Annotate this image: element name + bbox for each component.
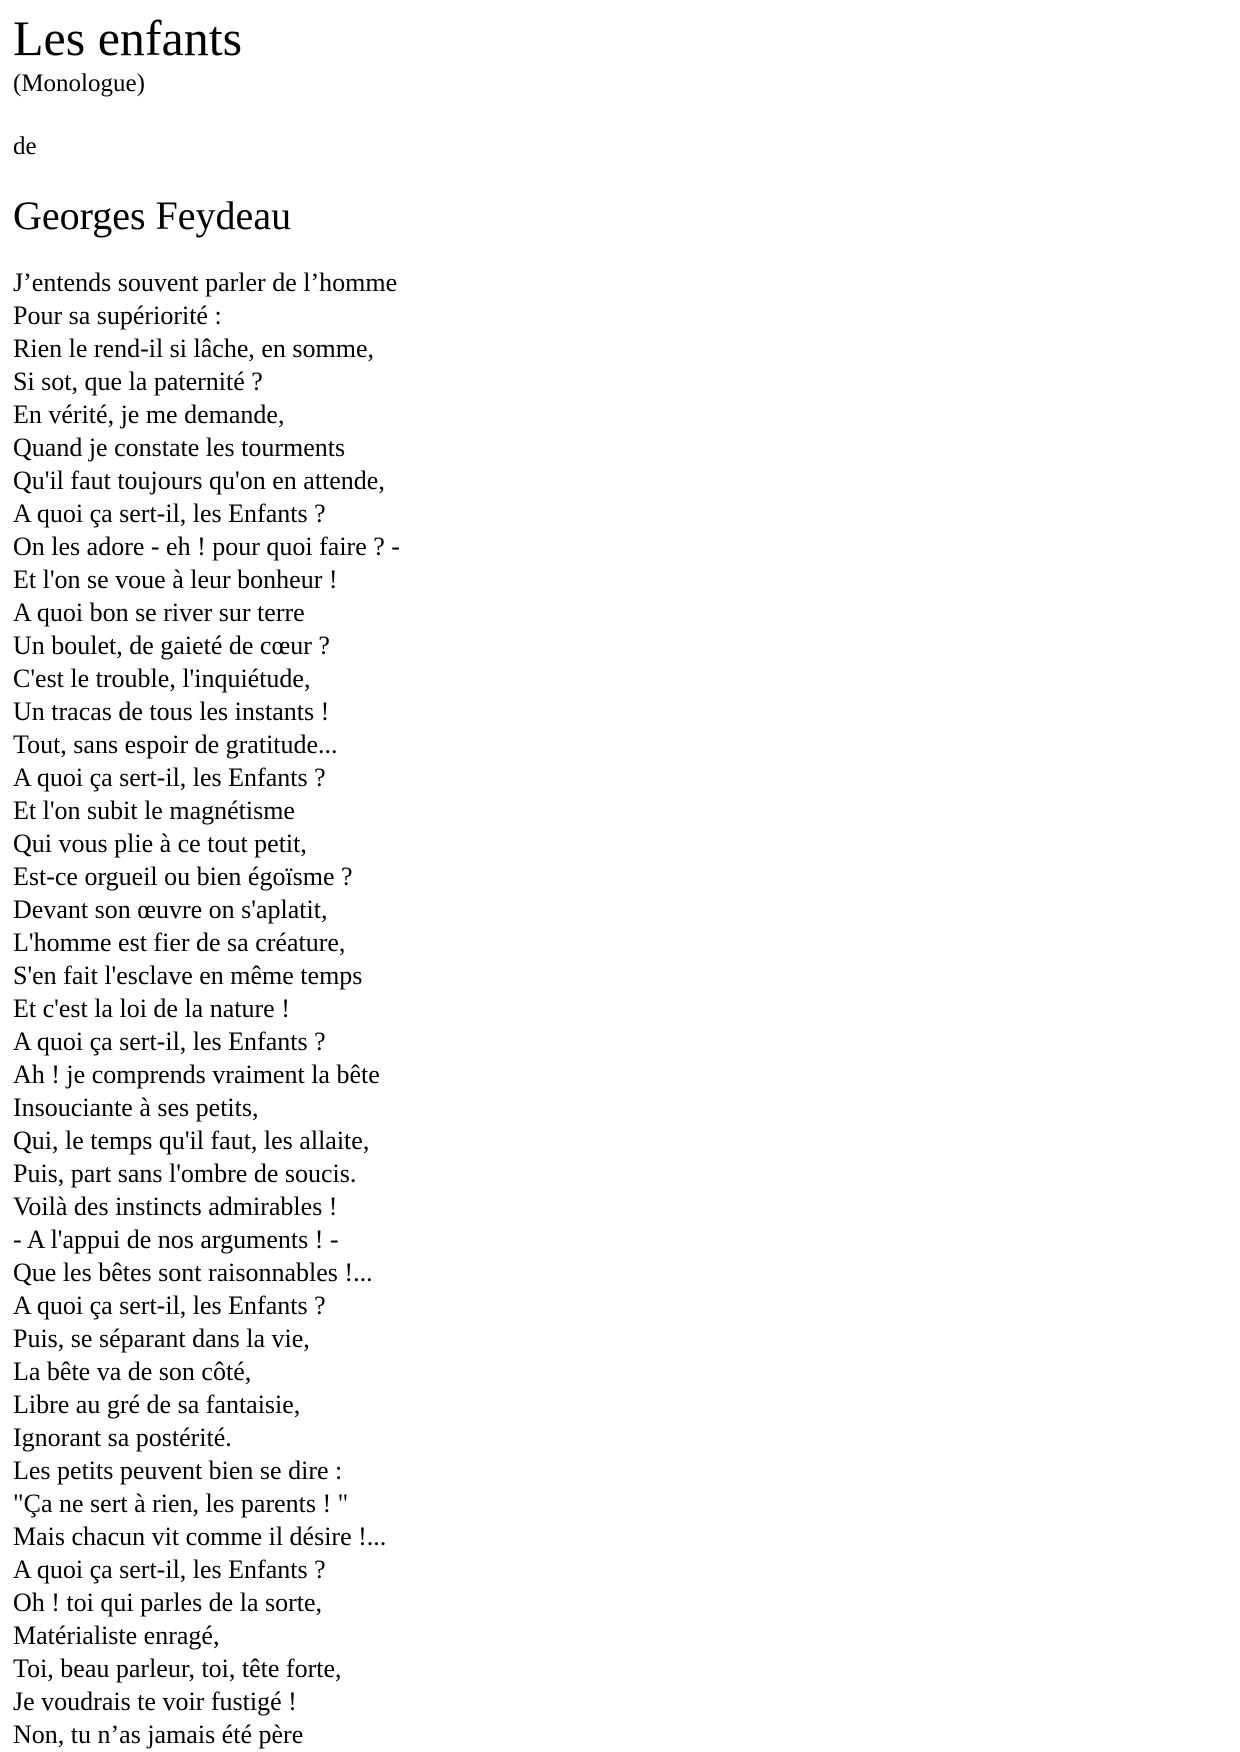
verse-line: Qui, le temps qu'il faut, les allaite, [13, 1126, 370, 1155]
verse-line: A quoi ça sert-il, les Enfants ? [13, 1555, 326, 1584]
verse-line: Voilà des instincts admirables ! [13, 1192, 338, 1221]
verse-line: Rien le rend-il si lâche, en somme, [13, 334, 375, 363]
verse-line: Qu'il faut toujours qu'on en attende, [13, 466, 385, 495]
verse-line: - A l'appui de nos arguments ! - [13, 1225, 339, 1254]
document-title: Les enfants [13, 10, 243, 66]
verse-line: S'en fait l'esclave en même temps [13, 961, 363, 990]
verse-line: A quoi ça sert-il, les Enfants ? [13, 499, 326, 528]
verse-line: A quoi ça sert-il, les Enfants ? [13, 1027, 326, 1056]
verse-line: Et l'on subit le magnétisme [13, 796, 295, 825]
verse-line: Que les bêtes sont raisonnables !... [13, 1258, 373, 1287]
verse-line: Devant son œuvre on s'aplatit, [13, 895, 328, 924]
verse-line: Puis, part sans l'ombre de soucis. [13, 1159, 357, 1188]
verse-line: Les petits peuvent bien se dire : [13, 1456, 343, 1485]
verse-line: Un boulet, de gaieté de cœur ? [13, 631, 330, 660]
verse-line: On les adore - eh ! pour quoi faire ? - [13, 532, 400, 561]
verse-line: Matérialiste enragé, [13, 1621, 220, 1650]
verse-line: "Ça ne sert à rien, les parents ! " [13, 1489, 349, 1518]
verse-line: J’entends souvent parler de l’homme [13, 268, 398, 297]
verse-line: Je voudrais te voir fustigé ! [13, 1687, 297, 1716]
verse-line: Est-ce orgueil ou bien égoïsme ? [13, 862, 353, 891]
verse-line: Ah ! je comprends vraiment la bête [13, 1060, 380, 1089]
verse-line: A quoi ça sert-il, les Enfants ? [13, 1291, 326, 1320]
verse-line: Insouciante à ses petits, [13, 1093, 259, 1122]
document-subtitle: (Monologue) [13, 70, 145, 97]
verse-line: Non, tu n’as jamais été père [13, 1720, 304, 1749]
author-name: Georges Feydeau [13, 193, 292, 238]
verse-line: Toi, beau parleur, toi, tête forte, [13, 1654, 342, 1683]
verse-line: La bête va de son côté, [13, 1357, 252, 1386]
verse-line: Si sot, que la paternité ? [13, 367, 263, 396]
document-page [13, 0, 1213, 1751]
verse-line: Libre au gré de sa fantaisie, [13, 1390, 301, 1419]
byline: de [13, 133, 37, 160]
verse-line: Mais chacun vit comme il désire !... [13, 1522, 387, 1551]
poem-verses [13, 266, 1213, 1751]
verse-line: Un tracas de tous les instants ! [13, 697, 330, 726]
verse-line: C'est le trouble, l'inquiétude, [13, 664, 311, 693]
verse-line: Ignorant sa postérité. [13, 1423, 232, 1452]
verse-line: Qui vous plie à ce tout petit, [13, 829, 307, 858]
verse-line: Tout, sans espoir de gratitude... [13, 730, 338, 759]
verse-line: A quoi bon se river sur terre [13, 598, 305, 627]
verse-line: L'homme est fier de sa créature, [13, 928, 346, 957]
verse-line: A quoi ça sert-il, les Enfants ? [13, 763, 326, 792]
verse-line: Quand je constate les tourments [13, 433, 346, 462]
verse-line: Puis, se séparant dans la vie, [13, 1324, 310, 1353]
verse-line: Et l'on se voue à leur bonheur ! [13, 565, 338, 594]
verse-line: Oh ! toi qui parles de la sorte, [13, 1588, 323, 1617]
verse-line: Pour sa supériorité : [13, 301, 222, 330]
verse-line: Et c'est la loi de la nature ! [13, 994, 290, 1023]
verse-line: En vérité, je me demande, [13, 400, 285, 429]
